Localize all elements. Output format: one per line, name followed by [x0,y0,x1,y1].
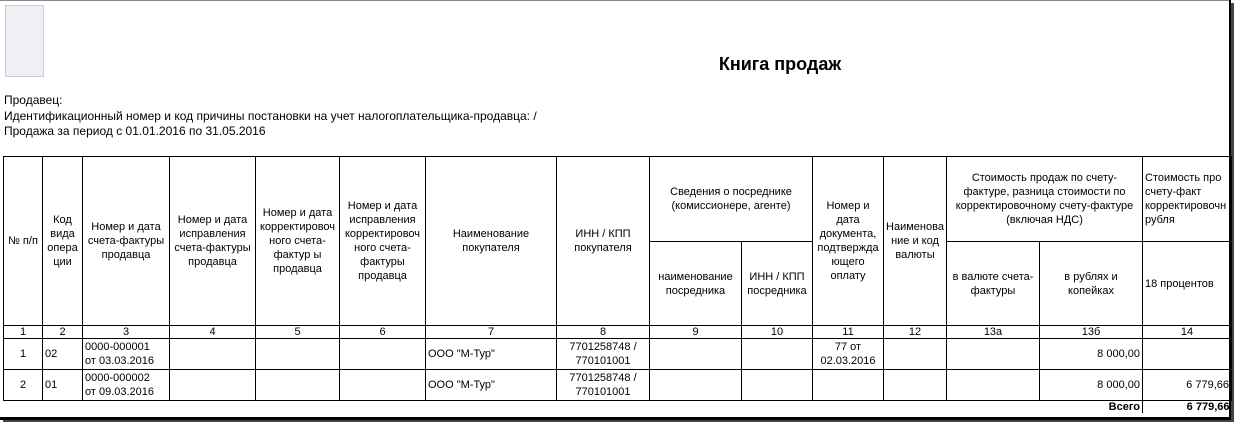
empty-cell[interactable] [340,370,426,401]
header-row-number: № п/п [4,157,43,326]
invoice-number: 0000-000002 [85,372,150,384]
header-agent-group: Сведения о посреднике (комиссионере, агенте) [650,157,813,242]
invoice-cell[interactable] [83,339,170,370]
buyer-name-cell[interactable]: ООО "М-Тур" [426,370,557,401]
sales-book-table [3,156,1232,413]
column-number: 13а [947,326,1040,339]
header-cost-invoice-currency: в валюте счета-фактуры [947,242,1040,326]
buyer-inn-cell[interactable] [557,339,650,370]
column-number: 5 [256,326,340,339]
empty-cell[interactable] [947,370,1040,401]
vat18-cell[interactable]: 6 779,66 [1143,370,1232,401]
header-18-percent: 18 процентов [1143,242,1232,326]
total-label: Всего [1108,401,1140,413]
column-number: 9 [650,326,742,339]
empty-cell[interactable] [650,339,742,370]
empty-cell[interactable] [742,339,813,370]
column-number: 14 [1143,326,1232,339]
buyer-inn-cell[interactable] [557,370,650,401]
empty-cell[interactable] [256,370,340,401]
buyer-kpp: 770101001 [575,386,631,398]
invoice-number: 0000-000001 [85,341,150,353]
table-row [4,339,1232,370]
table-row [4,370,1232,401]
vat18-cell[interactable] [1143,339,1232,370]
operation-code-cell[interactable]: 01 [43,370,83,401]
buyer-inn: 7701258748 / [569,372,637,384]
header-operation-code: Код вида опера ции [43,157,83,326]
header-payment-document: Номер и дата документа, подтвержда ющего оплату [813,157,884,326]
column-number: 10 [742,326,813,339]
header-currency: Наименова ние и код валюты [884,157,947,326]
payment-document-cell[interactable] [813,370,884,401]
cell-selector-corner[interactable] [5,5,44,77]
header-invoice-correction: Номер и дата исправления счета-фактуры продавца [170,157,256,326]
header-cost-group: Стоимость продаж по счету-фактуре, разница стоимости по корректировочному счету-фактуре (включая НДС) [947,157,1143,242]
column-number: 2 [43,326,83,339]
header-buyer-name: Наименование покупателя [426,157,557,326]
empty-cell[interactable] [884,339,947,370]
invoice-date: от 09.03.2016 [85,386,155,398]
buyer-name-cell[interactable]: ООО "М-Тур" [426,339,557,370]
header-adjustment-correction: Номер и дата исправления корректировоч ного счета-фактуры продавца [340,157,426,326]
top-rule [0,0,1229,7]
empty-cell[interactable] [742,370,813,401]
cost-rubles-cell[interactable]: 8 000,00 [1040,370,1143,401]
total-value[interactable]: 6 779,66 [1143,401,1232,414]
empty-cell[interactable] [340,339,426,370]
header-adjustment-invoice: Номер и дата корректировоч ного счета-фактур ы продавца [256,157,340,326]
total-row [4,401,1232,414]
empty-cell[interactable] [947,339,1040,370]
column-number: 11 [813,326,884,339]
invoice-date: от 03.03.2016 [85,355,155,367]
seller-inn-line: Идентификационный номер и код причины постановки на учет налогоплательщика-продавца: / [4,109,537,123]
row-number-cell[interactable]: 2 [4,370,43,401]
header-buyer-inn: ИНН / КПП покупателя [557,157,650,326]
row-number-cell[interactable]: 1 [4,339,43,370]
column-number: 13б [1040,326,1143,339]
document-title: Книга продаж [718,54,842,74]
empty-cell[interactable] [256,339,340,370]
empty-cell[interactable] [650,370,742,401]
column-number: 3 [83,326,170,339]
seller-label: Продавец: [4,93,63,107]
buyer-inn: 7701258748 / [569,341,637,353]
cost-rubles-cell[interactable]: 8 000,00 [1040,339,1143,370]
empty-cell[interactable] [170,370,256,401]
header-agent-name: наименование посредника [650,242,742,326]
payment-document-cell[interactable] [813,339,884,370]
invoice-cell[interactable] [83,370,170,401]
header-cost18-group: Стоимость про счету-факт корректировочн рубля [1143,157,1232,242]
period-line: Продажа за период с 01.01.2016 по 31.05.2016 [4,124,266,138]
column-number: 6 [340,326,426,339]
buyer-kpp: 770101001 [575,355,631,367]
operation-code-cell[interactable]: 02 [43,339,83,370]
column-number: 8 [557,326,650,339]
header-cost-rubles: в рублях и копейках [1040,242,1143,326]
column-number: 4 [170,326,256,339]
empty-cell[interactable] [884,370,947,401]
header-invoice: Номер и дата счета-фактуры продавца [83,157,170,326]
payment-number: 77 от [834,341,862,353]
column-number: 12 [884,326,947,339]
payment-date: 02.03.2016 [820,355,876,367]
column-number: 7 [426,326,557,339]
empty-cell[interactable] [170,339,256,370]
header-agent-inn: ИНН / КПП посредника [742,242,813,326]
column-number: 1 [4,326,43,339]
